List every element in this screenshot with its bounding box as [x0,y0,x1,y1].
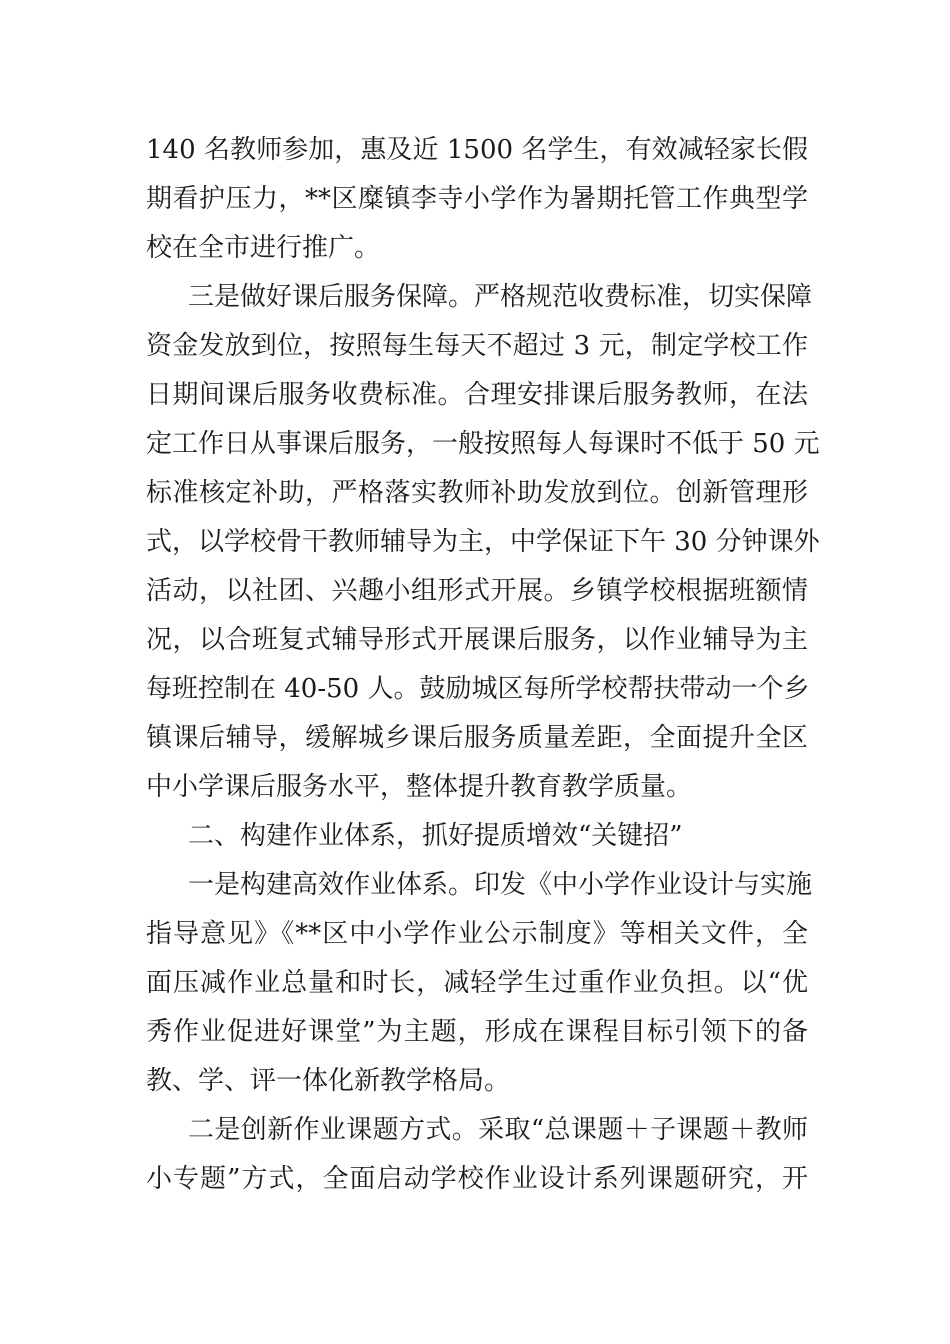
body-text [146,126,820,1204]
text-line: 定工作日从事课后服务，一般按照每人每课时不低于 50 元 [146,429,820,459]
text-line: 指导意见》《**区中小学作业公示制度》等相关文件，全 [146,919,808,949]
text-line: 期看护压力，**区糜镇李寺小学作为暑期托管工作典型学 [146,184,808,214]
text-line: 一是构建高效作业体系。印发《中小学作业设计与实施 [188,870,813,900]
text-line: 教、学、评一体化新教学格局。 [146,1066,511,1096]
text-line: 资金发放到位，按照每生每天不超过 3 元，制定学校工作 [146,331,808,361]
text-line: 镇课后辅导，缓解城乡课后服务质量差距，全面提升全区 [146,723,808,753]
text-line: 二是创新作业课题方式。采取“总课题＋子课题＋教师 [188,1115,808,1145]
text-line: 式，以学校骨干教师辅导为主，中学保证下午 30 分钟课外 [146,527,820,557]
text-line: 中小学课后服务水平，整体提升教育教学质量。 [146,772,693,802]
text-line: 日期间课后服务收费标准。合理安排课后服务教师，在法 [146,380,808,410]
text-line: 标准核定补助，严格落实教师补助发放到位。创新管理形 [146,478,808,508]
text-line: 秀作业促进好课堂”为主题，形成在课程目标引领下的备 [146,1017,808,1047]
text-line: 校在全市进行推广。 [146,233,381,263]
text-line: 三是做好课后服务保障。严格规范收费标准，切实保障 [188,282,813,312]
text-line: 小专题”方式，全面启动学校作业设计系列课题研究，开 [146,1164,808,1194]
section-heading: 二、构建作业体系，抓好提质增效“关键招” [188,821,683,851]
text-line: 每班控制在 40-50 人。鼓励城区每所学校帮扶带动一个乡 [146,674,810,704]
text-line: 况，以合班复式辅导形式开展课后服务，以作业辅导为主 [146,625,808,655]
text-line: 面压减作业总量和时长，减轻学生过重作业负担。以“优 [146,968,808,998]
text-line: 140 名教师参加，惠及近 1500 名学生，有效减轻家长假 [146,135,808,165]
text-line: 活动，以社团、兴趣小组形式开展。乡镇学校根据班额情 [146,576,808,606]
